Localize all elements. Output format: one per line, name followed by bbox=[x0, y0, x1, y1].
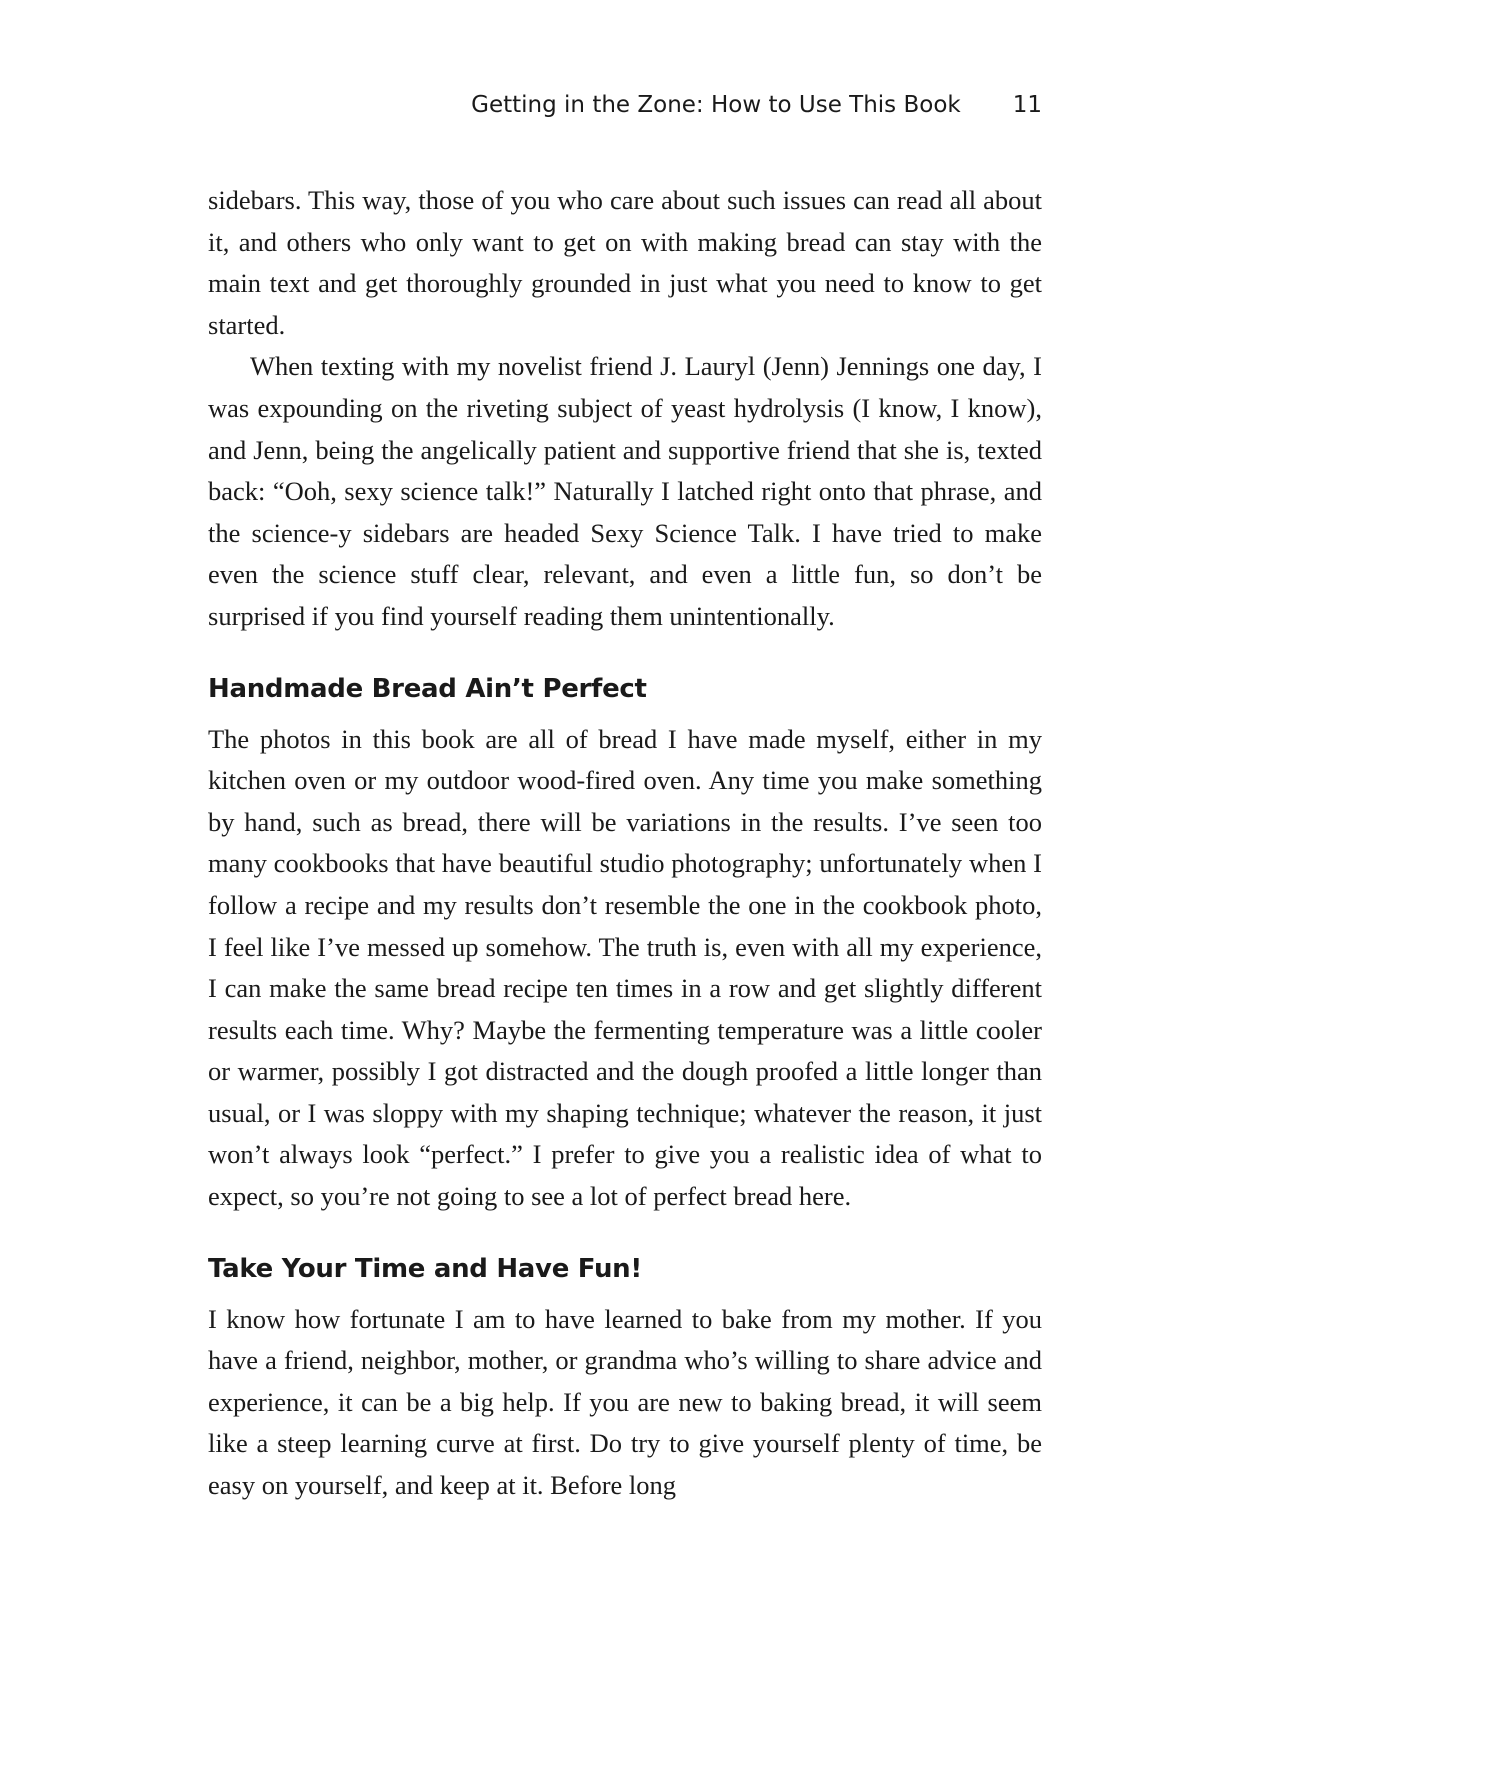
running-head bbox=[471, 90, 1042, 120]
paragraph-4: I know how fortunate I am to have learned to bake from my mother. If you have a friend, neighbor, mother, or grandma who’s willing to share advice and experience, it can be a big help. If you are new to baking bread, it will seem like a steep learning curve at first. Do try to give yourself plenty of time, be easy on yourself, and keep at it. Before long bbox=[208, 1303, 1042, 1501]
paragraph-3: The photos in this book are all of bread I have made myself, either in my kitchen oven or my outdoor wood-fired oven. Any time you make something by hand, such as bread, there will be variations in the results. I’ve seen too many cookbooks that have beautiful studio photography; unfortunately when I follow a recipe and my results don’t resemble the one in the cookbook photo, I feel like I’ve messed up somehow. The truth is, even with all my experience, I can make the same bread recipe ten times in a row and get slightly different results each time. Why? Maybe the fermenting temperature was a little cooler or warmer, possibly I got distracted and the dough proofed a little longer than usual, or I was sloppy with my shaping technique; whatever the reason, it just won’t always look “perfect.” I prefer to give you a realistic idea of what to expect, so you’re not going to see a lot of perfect bread here. bbox=[208, 723, 1042, 1212]
page-number: 11 bbox=[1012, 92, 1042, 118]
section-heading-handmade-bread: Handmade Bread Ain’t Perfect bbox=[208, 673, 647, 704]
paragraph-2: When texting with my novelist friend J. Lauryl (Jenn) Jennings one day, I was expounding on the riveting subject of yeast hydrolysis (I know, I know), and Jenn, being the angelically patient and supportive friend that she is, texted back: “Ooh, sexy science talk!” Naturally I latched right onto that phrase, and the science-y sidebars are headed Sexy Science Talk. I have tried to make even the science stuff clear, relevant, and even a little fun, so don’t be surprised if you find yourself reading them unintentionally. bbox=[208, 351, 1042, 631]
running-title: Getting in the Zone: How to Use This Book bbox=[471, 92, 961, 118]
paragraph-1: sidebars. This way, those of you who care about such issues can read all about it, and others who only want to get on with making bread can stay with the main text and get thoroughly grounded in just what you need to know to get started. bbox=[208, 185, 1042, 340]
body-text bbox=[208, 180, 1042, 1507]
section-heading-take-your-time: Take Your Time and Have Fun! bbox=[208, 1253, 642, 1284]
